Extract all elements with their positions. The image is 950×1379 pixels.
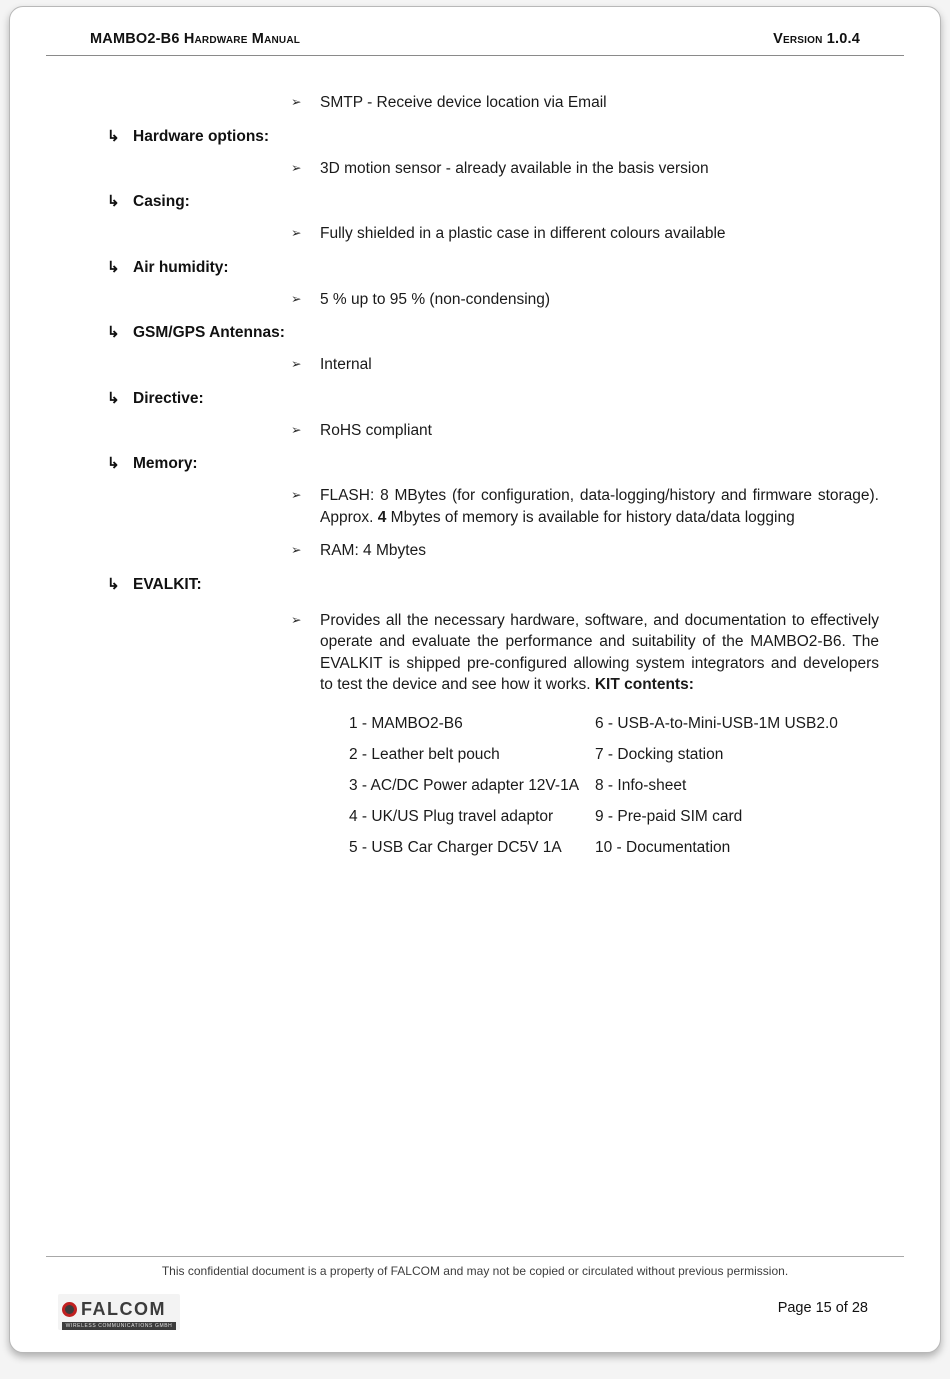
kit-item: 8 - Info-sheet	[595, 776, 687, 794]
section-air-humidity	[107, 258, 940, 277]
evalkit-text: Provides all the necessary hardware, software, and documentation to effectively operate and evaluate the performance and suitability of the MAMBO2-B6. The EVALKIT is shipped pre-configured allowing system integrators and developers to test the device and see how it works.	[320, 611, 879, 693]
bullet-item	[291, 92, 879, 114]
bullet-item	[291, 420, 879, 442]
falcom-logo	[58, 1294, 180, 1330]
kit-item: 7 - Docking station	[595, 745, 724, 763]
bullet-text: 3D motion sensor - already available in the basis version	[320, 159, 709, 177]
kit-item: 5 - USB Car Charger DC5V 1A	[349, 838, 562, 856]
bullet-item	[291, 485, 879, 528]
section-casing	[107, 192, 940, 211]
section-label: GSM/GPS Antennas:	[133, 324, 285, 341]
bullet-item	[291, 610, 879, 696]
kit-item: 4 - UK/US Plug travel adaptor	[349, 807, 554, 825]
flash-bold-value: 4	[377, 508, 387, 526]
bullet-item	[291, 223, 879, 245]
bullet-arrow-icon: ➢	[291, 160, 302, 175]
bullet-text: RAM: 4 Mbytes	[320, 542, 426, 559]
bullet-arrow-icon: ➢	[291, 488, 302, 502]
bullet-arrow-icon: ➢	[291, 612, 302, 627]
bullet-text: Fully shielded in a plastic case in different colours available	[320, 225, 726, 242]
section-label: Directive:	[133, 389, 204, 407]
bullet-arrow-icon: ➢	[291, 357, 302, 371]
section-arrow-icon: ↳	[107, 455, 120, 472]
bullet-text	[320, 610, 879, 696]
section-arrow-icon: ↳	[107, 389, 120, 407]
bullet-item	[291, 158, 879, 180]
section-label: Memory:	[133, 455, 198, 472]
section-arrow-icon: ↳	[107, 575, 120, 593]
section-arrow-icon: ↳	[107, 258, 120, 276]
kit-item: 3 - AC/DC Power adapter 12V-1A	[349, 776, 580, 794]
kit-contents-heading: KIT contents:	[594, 676, 694, 693]
section-memory	[107, 454, 940, 473]
falcom-logo-row	[62, 1299, 176, 1320]
section-label: Air humidity:	[133, 258, 229, 276]
section-arrow-icon: ↳	[107, 193, 120, 210]
bullet-arrow-icon: ➢	[291, 95, 302, 109]
section-arrow-icon: ↳	[107, 127, 120, 145]
bullet-item	[291, 540, 879, 562]
bullet-text	[320, 485, 879, 528]
kit-column-right	[595, 708, 875, 863]
section-label: Casing:	[133, 193, 190, 210]
bullet-text: Internal	[320, 356, 372, 373]
page-number: Page 15 of 28	[777, 1300, 868, 1316]
page-footer	[10, 1256, 940, 1352]
bullet-text: RoHS compliant	[320, 421, 432, 439]
falcom-logo-icon	[62, 1302, 77, 1317]
section-directive	[107, 389, 940, 408]
kit-column-left	[349, 708, 595, 863]
bullet-text: 5 % up to 95 % (non-condensing)	[320, 290, 551, 308]
bullet-arrow-icon: ➢	[291, 422, 302, 437]
kit-item: 10 - Documentation	[595, 838, 731, 856]
flash-text: FLASH: 8 MBytes (for configuration, data-logging/history and firmware storage). Approx.	[320, 487, 879, 526]
bullet-item	[291, 354, 879, 376]
document-page	[9, 6, 941, 1353]
manual-version: Version 1.0.4	[773, 31, 860, 47]
section-label: EVALKIT:	[133, 575, 202, 593]
falcom-logo-tagline: WIRELESS COMMUNICATIONS GMBH	[62, 1322, 176, 1330]
section-hardware-options	[107, 127, 940, 146]
bullet-text: SMTP - Receive device location via Email	[320, 94, 607, 111]
section-gsm-gps-antennas	[107, 323, 940, 342]
kit-item: 1 - MAMBO2-B6	[349, 714, 463, 732]
bullet-arrow-icon: ➢	[291, 291, 302, 306]
kit-item: 2 - Leather belt pouch	[349, 745, 500, 763]
page-content	[10, 56, 940, 863]
section-arrow-icon: ↳	[107, 324, 120, 341]
bullet-item	[291, 289, 879, 311]
manual-title: MAMBO2-B6 Hardware Manual	[90, 31, 301, 47]
section-evalkit	[107, 575, 940, 594]
page-header	[46, 31, 904, 56]
kit-item: 6 - USB-A-to-Mini-USB-1M USB2.0	[595, 714, 838, 732]
kit-item: 9 - Pre-paid SIM card	[595, 807, 743, 825]
bullet-arrow-icon: ➢	[291, 543, 302, 557]
bullet-arrow-icon: ➢	[291, 226, 302, 240]
confidential-notice: This confidential document is a property of FALCOM and may not be copied or circulated without previous permission.	[161, 1264, 789, 1278]
section-label: Hardware options:	[133, 127, 270, 145]
footer-divider	[46, 1256, 904, 1257]
flash-text: Mbytes of memory is available for history data/data logging	[386, 508, 795, 526]
falcom-logo-text: FALCOM	[81, 1299, 166, 1319]
kit-contents-list	[349, 708, 940, 863]
